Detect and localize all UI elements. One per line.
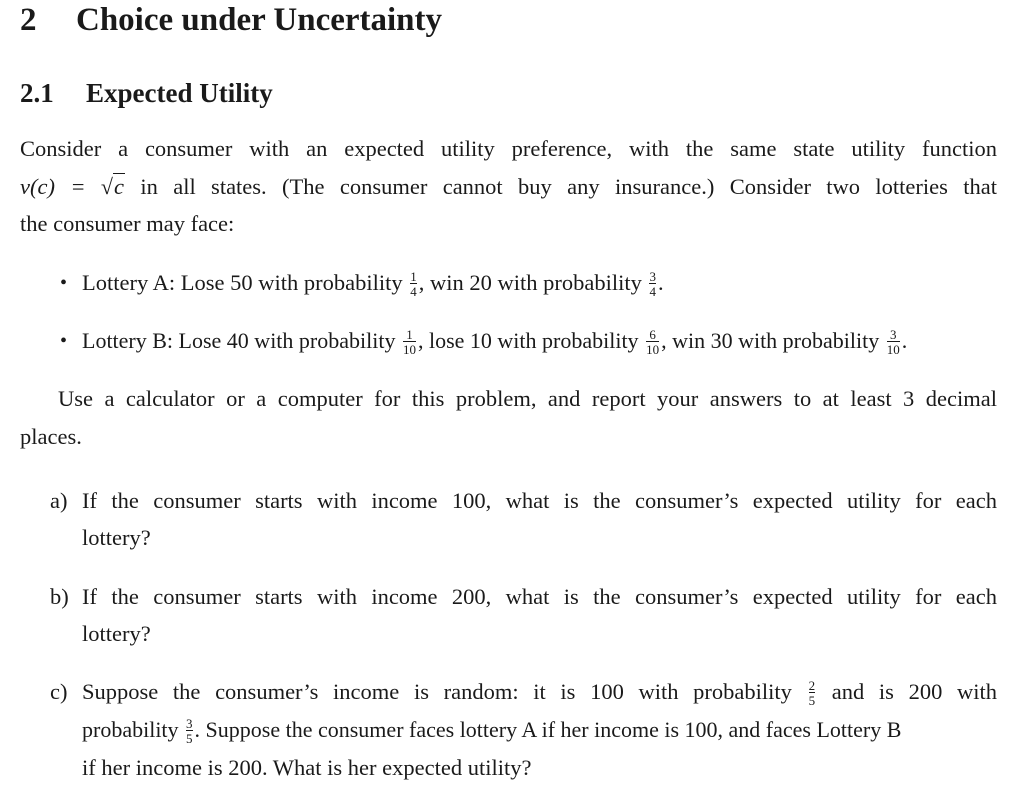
lottery-b-prob-3: $\frac{3}{10}$ xyxy=(886,326,900,357)
lottery-a-item: Lottery A: Lose 50 with probability $\frac{1}{4}$ , win 20 with probability $\frac{3}{4}$ . xyxy=(82,268,664,299)
question-c-text-2: and is 200 with xyxy=(831,679,998,704)
bullet-a: • xyxy=(60,272,68,294)
question-c-prob-1: $\frac{2}{5}$ xyxy=(808,677,816,708)
bullet-b: • xyxy=(60,330,68,352)
question-c-line-2 xyxy=(82,715,901,745)
lottery-a-prob-2: $\frac{3}{4}$ xyxy=(649,268,656,299)
section-heading xyxy=(20,0,442,40)
section-number: 2 xyxy=(20,2,37,38)
instructions-line-2: places. xyxy=(20,424,82,449)
question-c-text-4: . Suppose the consumer faces lottery A if her income is 100, and faces Lottery B xyxy=(194,717,902,742)
lottery-a-text-1: Lottery A: Lose 50 with probability xyxy=(82,270,403,295)
instructions-line-1: Use a calculator or a computer for this problem, and report your answers to at least 3 decimal xyxy=(58,386,997,411)
lottery-b-text-3: , win 30 with probability xyxy=(661,328,880,353)
intro-line-2-text: in all states. (The consumer cannot buy any insurance.) Consider two lotteries that xyxy=(140,174,998,199)
question-b-label: b) xyxy=(50,584,69,609)
lottery-b-prob-2: $\frac{6}{10}$ xyxy=(646,326,660,357)
question-a-line-1: If the consumer starts with income 100, what is the consumer’s expected utility for each xyxy=(82,488,997,513)
utility-function-lhs: v(c) = xyxy=(20,174,86,199)
sqrt-symbol: √c xyxy=(100,174,124,199)
subsection-number: 2.1 xyxy=(20,78,54,108)
lottery-b-text-1: Lottery B: Lose 40 with probability xyxy=(82,328,396,353)
lottery-a-text-2: , win 20 with probability xyxy=(418,270,642,295)
lottery-a-prob-1: $\frac{1}{4}$ xyxy=(410,268,417,299)
question-c-prob-2: $\frac{3}{5}$ xyxy=(186,715,193,746)
sqrt-argument: c xyxy=(113,174,124,199)
section-title: Choice under Uncertainty xyxy=(76,2,443,38)
question-b-line-1: If the consumer starts with income 200, what is the consumer’s expected utility for each xyxy=(82,584,997,609)
question-c-text-1: Suppose the consumer’s income is random: it is 100 with probability xyxy=(82,679,792,704)
lottery-b-item: Lottery B: Lose 40 with probability $\frac{1}{10}$ , lose 10 with probability $\frac{6}{10}$ , win 30 with probability $\frac{3}{10}$ . xyxy=(82,326,908,357)
intro-line-3: the consumer may face: xyxy=(20,211,235,236)
question-c-label: c) xyxy=(50,679,68,704)
subsection-heading xyxy=(20,76,273,110)
question-c-line-1 xyxy=(82,677,997,707)
subsection-title: Expected Utility xyxy=(86,78,273,108)
lottery-b-text-2: , lose 10 with probability xyxy=(417,328,639,353)
question-c-line-3: if her income is 200. What is her expected utility? xyxy=(82,755,532,780)
intro-line-1: Consider a consumer with an expected utility preference, with the same state utility function xyxy=(20,136,997,161)
lottery-b-prob-1: $\frac{1}{10}$ xyxy=(402,326,416,357)
intro-line-2 xyxy=(20,172,997,202)
question-b-line-2: lottery? xyxy=(82,621,151,646)
question-c-text-3: probability xyxy=(82,717,179,742)
question-a-label: a) xyxy=(50,488,68,513)
question-a-line-2: lottery? xyxy=(82,525,151,550)
